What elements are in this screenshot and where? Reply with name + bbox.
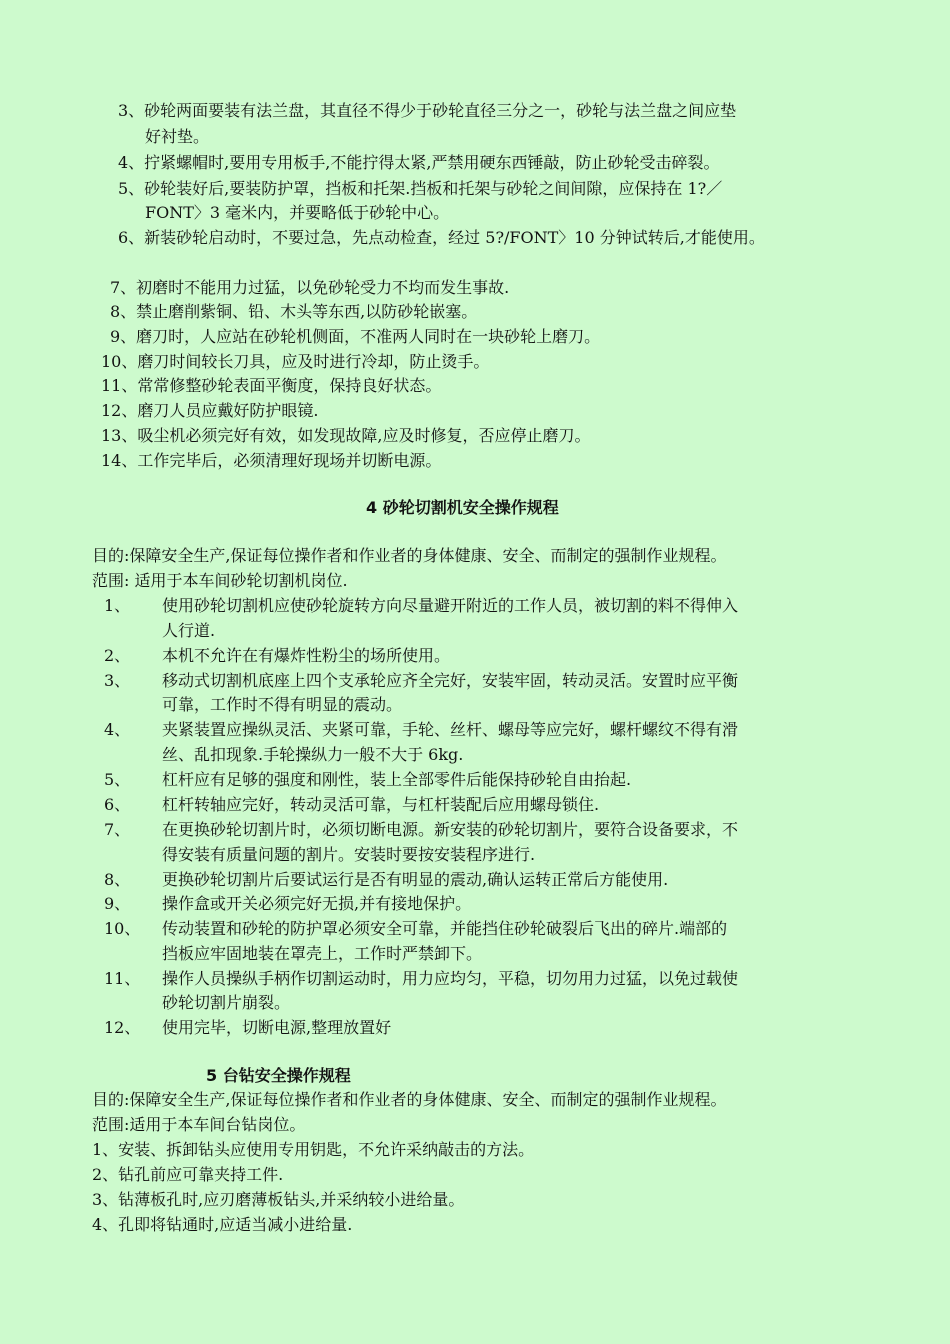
list-item-text: 更换砂轮切割片后要试运行是否有明显的震动,确认运转正常后方能使用. [162, 870, 669, 889]
list-item-number: 1、 [104, 596, 131, 615]
item-11: 11、常常修整砂轮表面平衡度，保持良好状态。 [101, 376, 442, 395]
list-item-text: 操作盒或开关必须完好无损,并有接地保护。 [162, 894, 472, 913]
list-item-text: 本机不允许在有爆炸性粉尘的场所使用。 [162, 646, 451, 665]
list-item-number: 5、 [104, 770, 131, 789]
item-3-line-2: 好衬垫。 [145, 127, 210, 146]
item-6: 6、新装砂轮启动时，不要过急，先点动检查，经过 5?/FONT〉10 分钟试转后,才能使用。 [118, 228, 765, 247]
list-item-number: 7、 [104, 820, 131, 839]
list-item-number: 11、 [104, 969, 141, 988]
list-item-text: 杠杆应有足够的强度和刚性，装上全部零件后能保持砂轮自由抬起. [162, 770, 632, 789]
list-item-number: 2、 [104, 646, 131, 665]
list-item-text: 传动装置和砂轮的防护罩必须安全可靠，并能挡住砂轮破裂后飞出的碎片.端部的 [162, 919, 728, 938]
list-item-text: 杠杆转轴应完好，转动灵活可靠，与杠杆装配后应用螺母锁住. [162, 795, 600, 814]
item-5-line-1: 5、砂轮装好后,要装防护罩，挡板和托架.挡板和托架与砂轮之间间隙，应保持在 1?／ [118, 179, 723, 198]
list-item-number: 3、 [104, 671, 131, 690]
item-4: 4、拧紧螺帽时,要用专用板手,不能拧得太紧,严禁用硬东西锤敲，防止砂轮受击碎裂。 [118, 153, 720, 172]
item-10: 10、磨刀时间较长刀具，应及时进行冷却，防止烫手。 [101, 352, 490, 371]
list-item-text: 移动式切割机底座上四个支承轮应齐全完好，安装牢固，转动灵活。安置时应平衡 [162, 671, 739, 690]
list-item-text-cont: 人行道. [162, 621, 216, 640]
list-item-text-cont: 丝、乱扣现象.手轮操纵力一般不大于 6kg. [162, 745, 464, 764]
list-item-text-cont: 砂轮切割片崩裂。 [162, 993, 291, 1012]
section-5-item-4: 4、孔即将钻通时,应适当减小进给量. [92, 1215, 353, 1234]
section-5-item-2: 2、钻孔前应可靠夹持工件. [92, 1165, 284, 1184]
section-4-scope: 范围: 适用于本车间砂轮切割机岗位. [92, 571, 348, 590]
item-13: 13、吸尘机必须完好有效，如发现故障,应及时修复，否应停止磨刀。 [101, 426, 591, 445]
list-item-text-cont: 挡板应牢固地装在罩壳上，工作时严禁卸下。 [162, 944, 483, 963]
section-5-title: 5 台钻安全操作规程 [206, 1066, 351, 1085]
section-5-scope: 范围:适用于本车间台钻岗位。 [92, 1115, 306, 1134]
item-9: 9、磨刀时，人应站在砂轮机侧面，不准两人同时在一块砂轮上磨刀。 [110, 327, 601, 346]
list-item-number: 6、 [104, 795, 131, 814]
list-item-text: 使用完毕，切断电源,整理放置好 [162, 1018, 392, 1037]
section-4-title: 4 砂轮切割机安全操作规程 [366, 498, 559, 517]
list-item-number: 8、 [104, 870, 131, 889]
list-item-text: 使用砂轮切割机应使砂轮旋转方向尽量避开附近的工作人员，被切割的料不得伸入 [162, 596, 739, 615]
item-3-line-1: 3、砂轮两面要装有法兰盘，其直径不得少于砂轮直径三分之一，砂轮与法兰盘之间应垫 [118, 101, 737, 120]
item-14: 14、工作完毕后，必须清理好现场并切断电源。 [101, 451, 442, 470]
list-item-text: 在更换砂轮切割片时，必须切断电源。新安装的砂轮切割片，要符合设备要求，不 [162, 820, 739, 839]
item-12: 12、磨刀人员应戴好防护眼镜. [101, 401, 319, 420]
section-5-item-3: 3、钻薄板孔时,应刃磨薄板钻头,并采纳较小进给量。 [92, 1190, 465, 1209]
list-item-text-cont: 得安装有质量问题的割片。安装时要按安装程序进行. [162, 845, 536, 864]
list-item-text: 夹紧装置应操纵灵活、夹紧可靠，手轮、丝杆、螺母等应完好，螺杆螺纹不得有滑 [162, 720, 739, 739]
item-8: 8、禁止磨削紫铜、铅、木头等东西,以防砂轮嵌塞。 [110, 302, 478, 321]
item-7: 7、初磨时不能用力过猛，以免砂轮受力不均而发生事故. [110, 278, 510, 297]
item-5-line-2: FONT〉3 毫米内，并要略低于砂轮中心。 [145, 203, 450, 222]
list-item-text-cont: 可靠，工作时不得有明显的震动。 [162, 695, 403, 714]
list-item-number: 12、 [104, 1018, 141, 1037]
section-5-purpose: 目的:保障安全生产,保证每位操作者和作业者的身体健康、安全、而制定的强制作业规程。 [92, 1090, 727, 1109]
list-item-text: 操作人员操纵手柄作切割运动时，用力应均匀，平稳，切勿用力过猛，以免过载使 [162, 969, 739, 988]
list-item-number: 4、 [104, 720, 131, 739]
list-item-number: 9、 [104, 894, 131, 913]
section-5-item-1: 1、安装、拆卸钻头应使用专用钥匙，不允许采纳敲击的方法。 [92, 1140, 535, 1159]
list-item-number: 10、 [104, 919, 141, 938]
section-4-purpose: 目的:保障安全生产,保证每位操作者和作业者的身体健康、安全、而制定的强制作业规程。 [92, 546, 727, 565]
